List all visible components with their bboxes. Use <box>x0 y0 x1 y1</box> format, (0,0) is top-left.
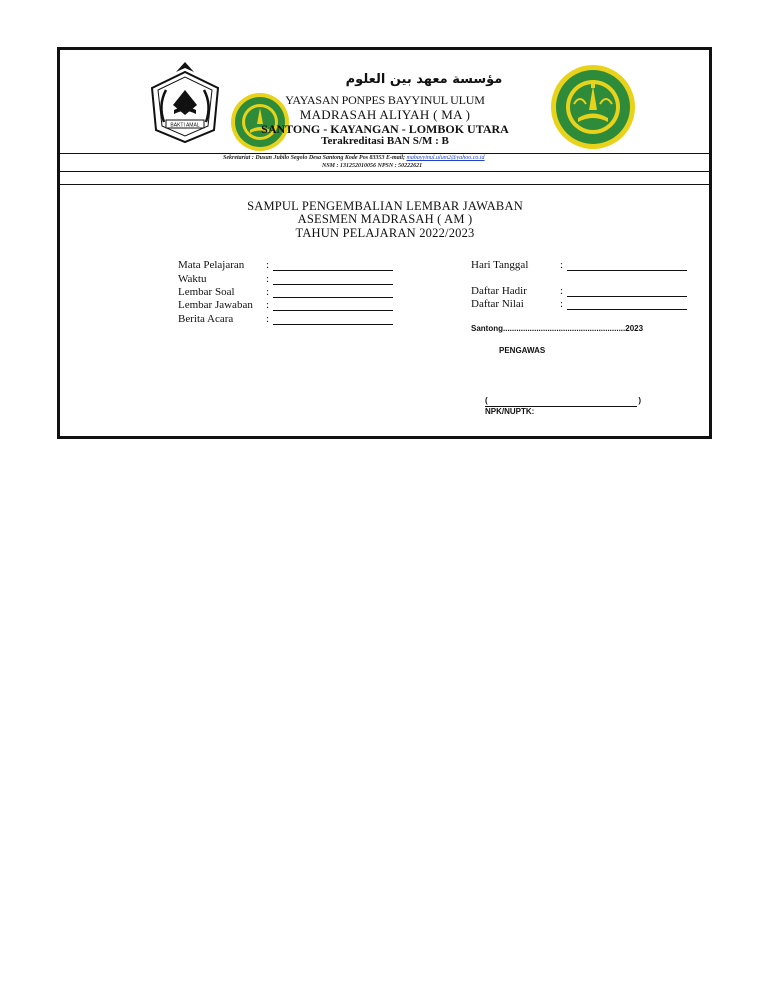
field-label: Mata Pelajaran <box>178 259 245 271</box>
field-label: Lembar Soal <box>178 286 235 298</box>
field-blank[interactable] <box>567 309 687 310</box>
address-text: Sekretariat : Dusun Jubilo Segolo Desa Santong Kode Pos 83353 E-mail; <box>223 155 406 161</box>
field-colon: : <box>266 273 270 285</box>
title-line-1: SAMPUL PENGEMBALIAN LEMBAR JAWABAN <box>247 199 523 213</box>
field-colon: : <box>266 299 270 311</box>
school-name: MADRASAH ALIYAH ( MA ) <box>299 107 471 122</box>
school-location: SANTONG - KAYANGAN - LOMBOK UTARA <box>261 122 509 136</box>
nsm-npsn: NSM : 131252010056 NPSN : 50222621 <box>322 163 423 169</box>
field-label: Waktu <box>178 273 207 285</box>
field-label: Daftar Nilai <box>471 298 524 310</box>
field-colon: : <box>560 298 564 310</box>
field-colon: : <box>266 286 270 298</box>
field-colon: : <box>266 313 270 325</box>
madrasah-emblem-right <box>550 64 636 150</box>
accreditation: Terakreditasi BAN S/M : B <box>321 135 449 147</box>
letterhead <box>60 50 709 155</box>
field-label: Lembar Jawaban <box>178 299 253 311</box>
field-label: Daftar Hadir <box>471 285 527 297</box>
title-line-2: ASESMEN MADRASAH ( AM ) <box>297 212 473 226</box>
field-colon: : <box>266 259 270 271</box>
signer-name-blank[interactable] <box>485 396 641 407</box>
name-open-paren: ( <box>485 396 488 405</box>
field-blank[interactable] <box>567 270 687 271</box>
field-blank[interactable] <box>567 296 687 297</box>
field-colon: : <box>560 259 564 271</box>
field-label: Hari Tanggal <box>471 259 529 271</box>
field-blank[interactable] <box>273 297 393 298</box>
email-link[interactable]: mabayyinul.ulum2@yahoo.co.id <box>406 155 485 161</box>
header-divider <box>60 184 709 185</box>
field-label: Berita Acara <box>178 313 234 325</box>
field-blank[interactable] <box>273 324 393 325</box>
arabic-foundation-name: مؤسسة معهد بين العلوم <box>345 72 503 87</box>
field-blank[interactable] <box>273 270 393 271</box>
place-date: Santong.......................................................2023 <box>471 324 644 333</box>
left-logo-caption: BAKTI AMAL <box>170 122 200 129</box>
field-colon: : <box>560 285 564 297</box>
foundation-name: YAYASAN PONPES BAYYINUL ULUM <box>285 93 485 107</box>
title-line-3: TAHUN PELAJARAN 2022/2023 <box>295 226 475 240</box>
signer-id-label: NPK/NUPTK: <box>485 407 535 416</box>
name-close-paren: ) <box>638 396 641 405</box>
field-blank[interactable] <box>273 284 393 285</box>
signer-role: PENGAWAS <box>499 346 546 355</box>
field-blank[interactable] <box>273 310 393 311</box>
address-line <box>223 155 485 161</box>
document-frame <box>57 47 712 439</box>
address-band <box>60 153 709 172</box>
